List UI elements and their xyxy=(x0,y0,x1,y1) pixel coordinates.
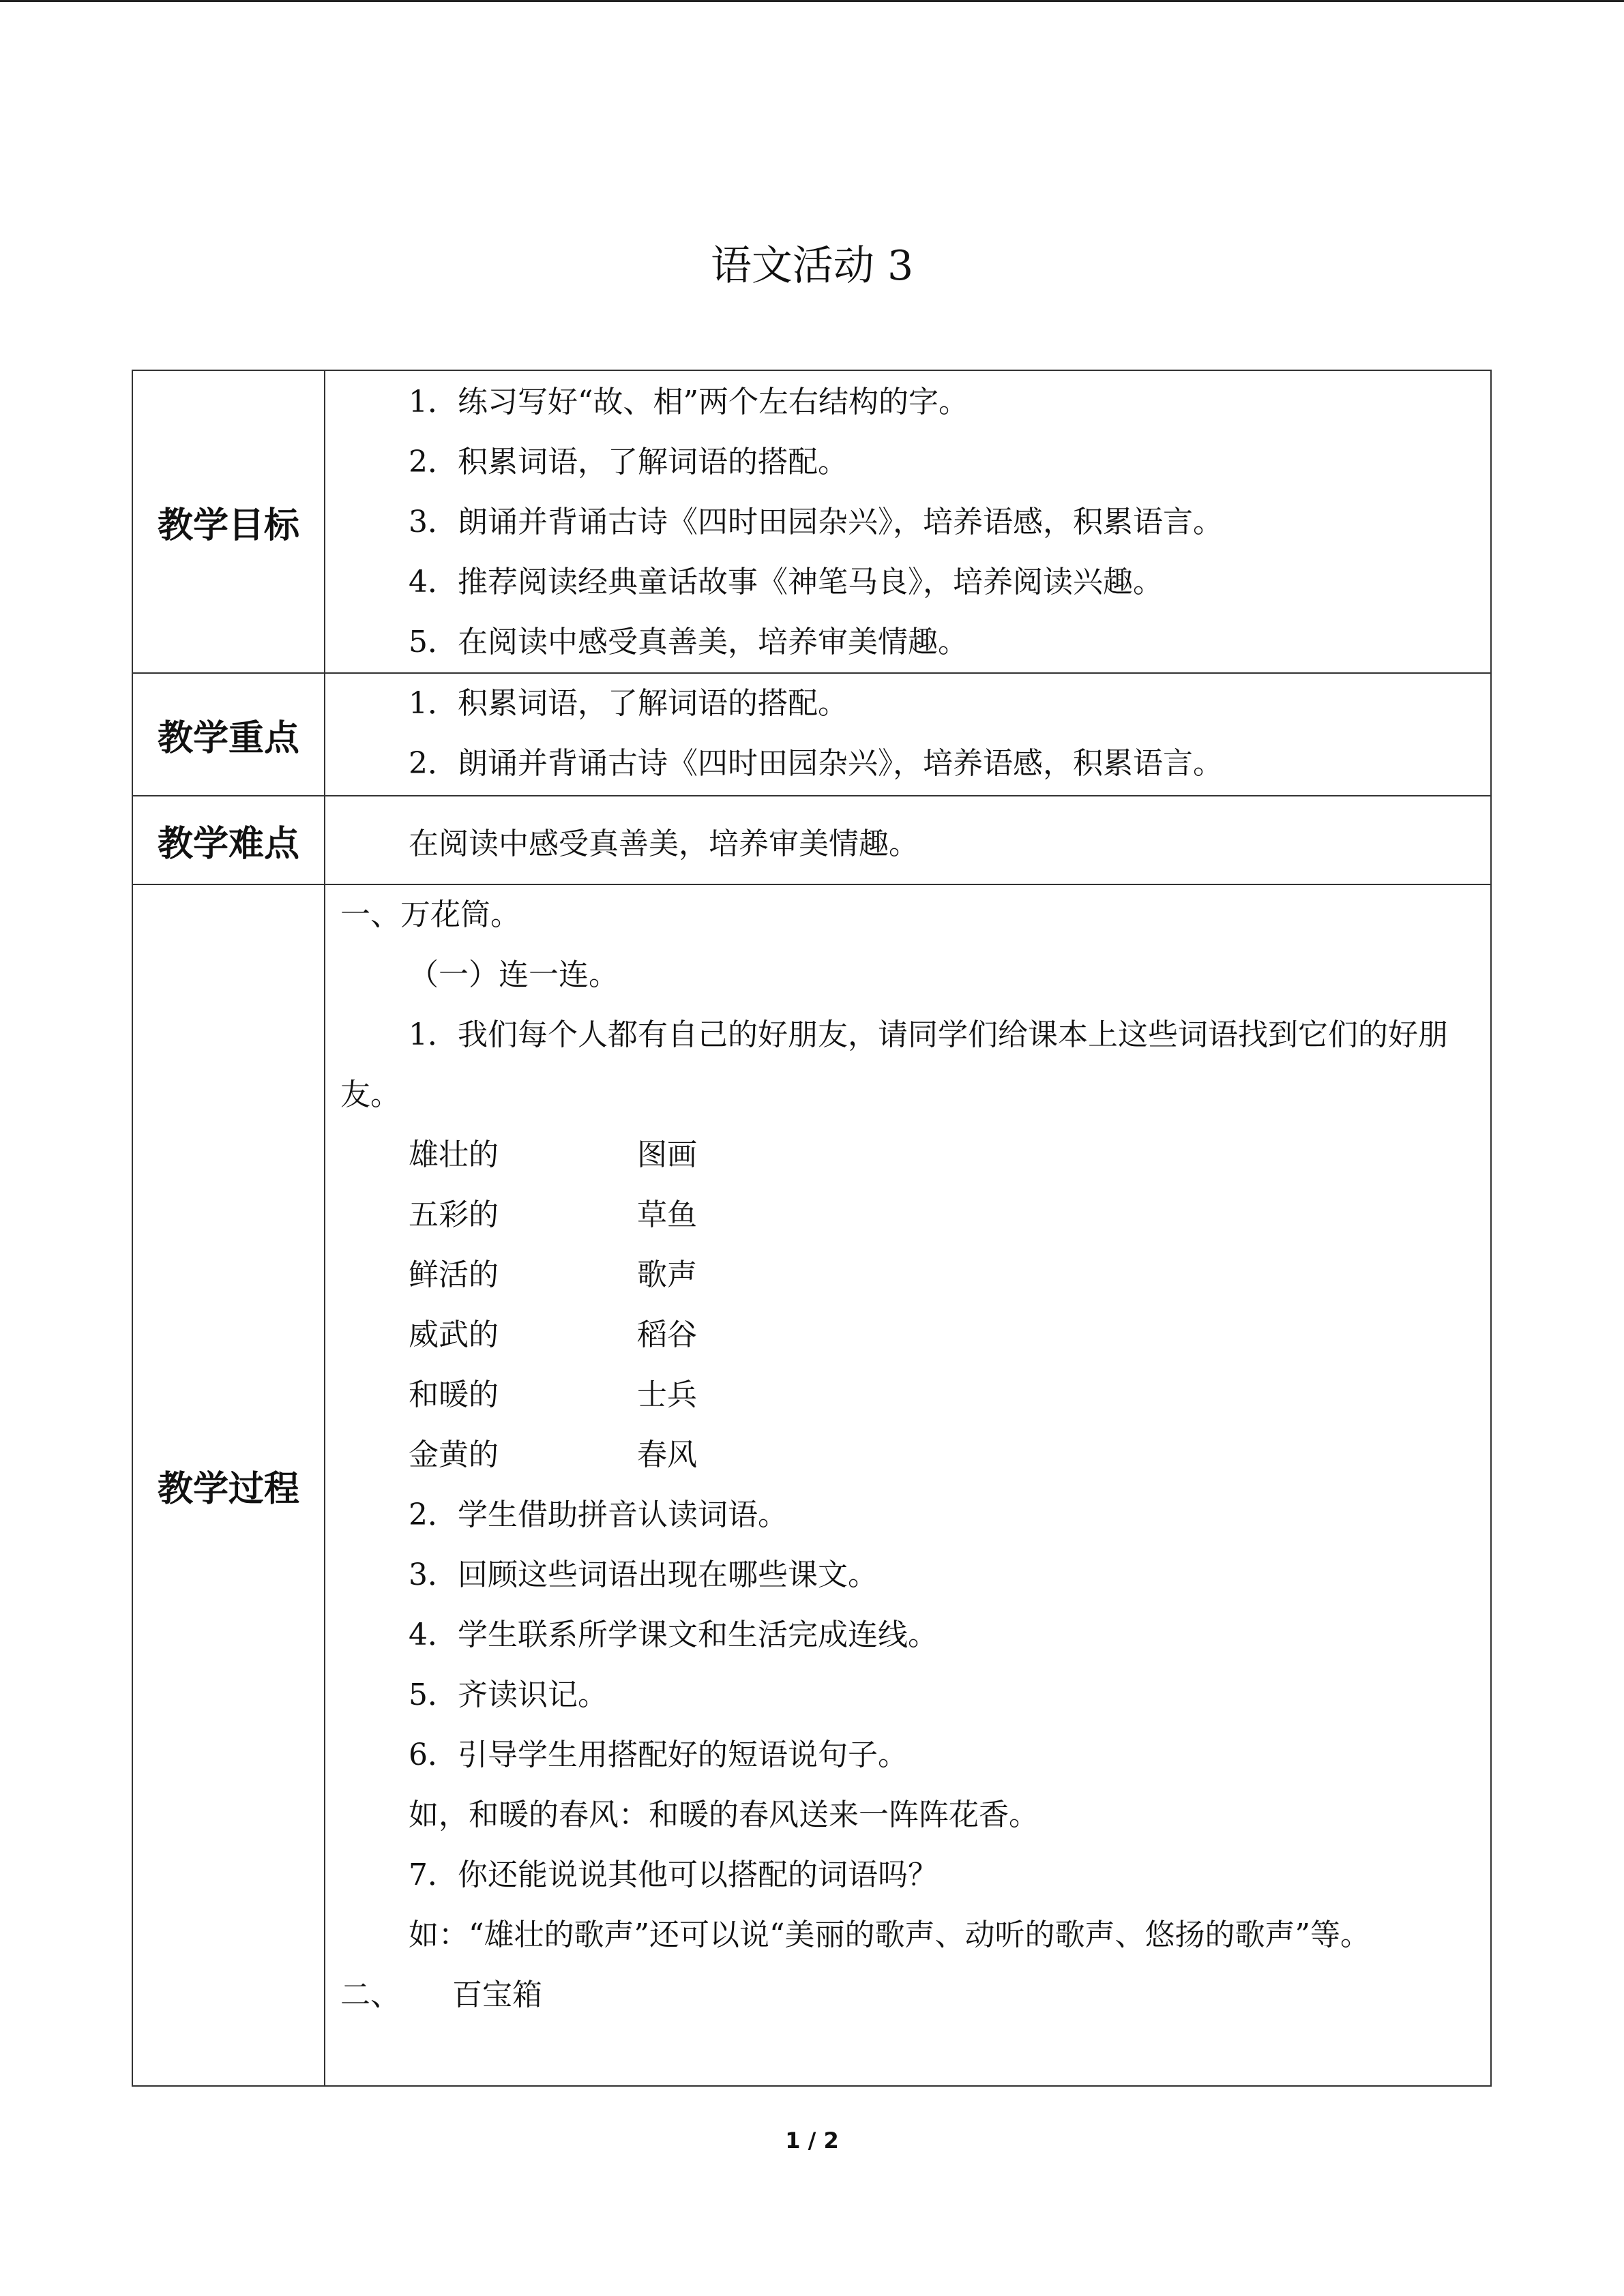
process-cell xyxy=(325,884,1491,2086)
pair-right: 士兵 xyxy=(637,1377,697,1412)
section-heading-2 xyxy=(340,1965,1468,2025)
key-point-item: 2．朗诵并背诵古诗《四时田园杂兴》，培养语感，积累语言。 xyxy=(409,746,1223,781)
process-step: 3．回顾这些词语出现在哪些课文。 xyxy=(409,1557,878,1592)
goal-item: 1．练习写好“故、相”两个左右结构的字。 xyxy=(409,385,969,419)
page-number: 1 / 2 xyxy=(785,2128,839,2153)
pair-left: 金黄的 xyxy=(409,1437,499,1472)
row-process xyxy=(132,884,1491,2086)
pair-left: 威武的 xyxy=(409,1317,499,1352)
word-pair xyxy=(340,1425,1468,1485)
label-process: 教学过程 xyxy=(132,884,325,2086)
process-step: 7．你还能说说其他可以搭配的词语吗？ xyxy=(409,1858,938,1892)
row-key-points xyxy=(132,673,1491,796)
pair-right: 稻谷 xyxy=(637,1317,697,1352)
difficulty-item: 在阅读中感受真善美，培养审美情趣。 xyxy=(409,826,919,861)
section2-number: 二、 xyxy=(340,1978,400,2012)
label-difficulties: 教学难点 xyxy=(132,796,325,884)
pair-left: 鲜活的 xyxy=(409,1257,499,1292)
row-difficulties xyxy=(132,796,1491,884)
pair-right: 草鱼 xyxy=(637,1197,697,1232)
difficulties-cell xyxy=(325,796,1491,884)
row-goals xyxy=(132,370,1491,673)
word-pair xyxy=(340,1305,1468,1365)
process-step: 1．我们每个人都有自己的好朋友，请同学们给课本上这些词语找到它们的好朋友。 xyxy=(340,1017,1448,1112)
process-step: 如，和暖的春风：和暖的春风送来一阵阵花香。 xyxy=(409,1798,1039,1832)
process-step: 6．引导学生用搭配好的短语说句子。 xyxy=(409,1738,908,1772)
section-heading: 一、万花筒。 xyxy=(340,897,520,932)
pair-left: 和暖的 xyxy=(409,1377,499,1412)
section2-title: 百宝箱 xyxy=(452,1978,542,2012)
goals-cell xyxy=(325,370,1491,673)
page-title: 语文活动 3 xyxy=(710,242,914,290)
key-point-item: 1．积累词语，了解词语的搭配。 xyxy=(409,686,848,721)
key-points-cell xyxy=(325,673,1491,796)
page-top-border xyxy=(0,0,1624,2)
word-pair xyxy=(340,1125,1468,1185)
goal-item: 2．积累词语，了解词语的搭配。 xyxy=(409,445,848,479)
lesson-plan-table xyxy=(132,370,1492,2087)
pair-right: 歌声 xyxy=(637,1257,697,1292)
word-pair xyxy=(340,1365,1468,1425)
pair-left: 雄壮的 xyxy=(409,1137,499,1172)
goal-item: 5．在阅读中感受真善美，培养审美情趣。 xyxy=(409,625,968,659)
pair-right: 春风 xyxy=(637,1437,697,1472)
word-pair xyxy=(340,1185,1468,1245)
pair-left: 五彩的 xyxy=(409,1197,499,1232)
process-example: 如：“雄壮的歌声”还可以说“美丽的歌声、动听的歌声、悠扬的歌声”等。 xyxy=(409,1918,1370,1952)
label-key-points: 教学重点 xyxy=(132,673,325,796)
process-step: 2．学生借助拼音认读词语。 xyxy=(409,1497,788,1532)
process-step: 4．学生联系所学课文和生活完成连线。 xyxy=(409,1617,938,1652)
goal-item: 4．推荐阅读经典童话故事《神笔马良》，培养阅读兴趣。 xyxy=(409,565,1163,599)
pair-right: 图画 xyxy=(637,1137,697,1172)
process-step: 5．齐读识记。 xyxy=(409,1678,608,1712)
word-pair xyxy=(340,1245,1468,1305)
subsection-heading: （一）连一连。 xyxy=(409,957,619,992)
goal-item: 3．朗诵并背诵古诗《四时田园杂兴》，培养语感，积累语言。 xyxy=(409,505,1223,539)
label-goals: 教学目标 xyxy=(132,370,325,673)
